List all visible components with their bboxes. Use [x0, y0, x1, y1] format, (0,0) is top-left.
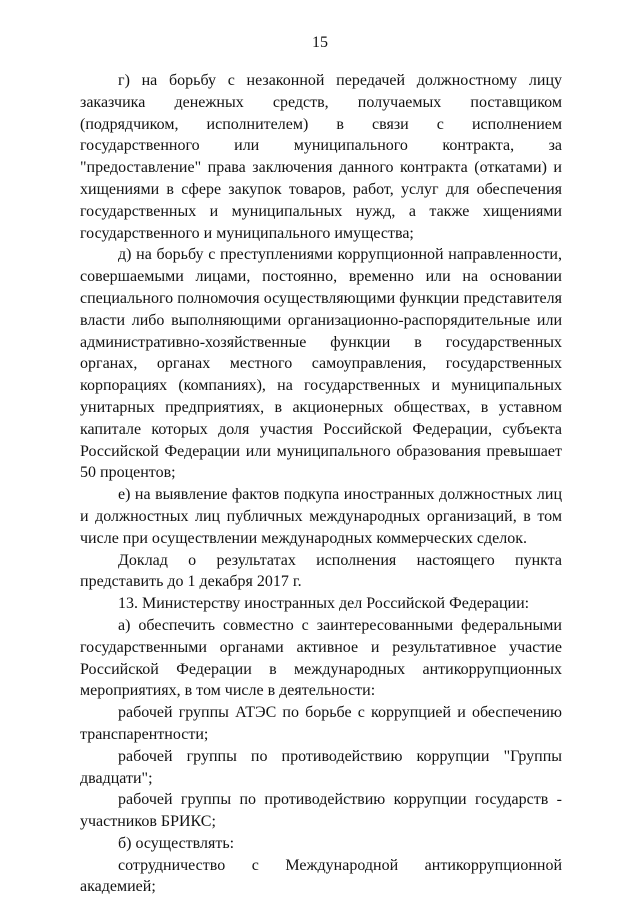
- paragraph-iaca-cooperation: сотрудничество с Международной антикоррупционной академией;: [80, 856, 562, 896]
- paragraph-a-international-participation: а) обеспечить совместно с заинтересованными федеральными государственными органами активное и результативное участие Российской Федерации в международных антикоррупционных мероприятиях, в том числе в деятельности:: [80, 616, 562, 700]
- page-number: 15: [312, 34, 328, 51]
- paragraph-g-procurement-kickbacks: г) на борьбу с незаконной передачей должностному лицу заказчика денежных средств, получаемых поставщиком (подрядчиком, исполнителем) в связи с исполнением государственного или муниципального контракта, за "предоставление" права заключения данного контракта (откатами) и хищениями в сфере закупок товаров, работ, услуг для обеспечения государственных и муниципальных нужд, а также хищениями государственного и муниципального имущества;: [80, 72, 562, 242]
- document-body: [80, 70, 562, 898]
- paragraph-g20-working-group: рабочей группы по противодействию коррупции "Группы двадцати";: [80, 747, 562, 787]
- paragraph-d-corruption-crimes: д) на борьбу с преступлениями коррупционной направленности, совершаемыми лицами, постоянно, временно или на основании специального полномочия осуществляющими функции представителя власти либо выполняющими организационно-распорядительные или административно-хозяйственные функции в государственных органах, органах местного самоуправления, государственных корпорациях (компаниях), на государственных и муниципальных унитарных предприятиях, в акционерных обществах, в уставном капитале которых доля участия Российской Федерации, субъекта Российской Федерации или муниципального образования превышает 50 процентов;: [80, 246, 562, 482]
- paragraph-e-foreign-bribery: е) на выявление фактов подкупа иностранных должностных лиц и должностных лиц публичных международных организаций, в том числе при осуществлении международных коммерческих сделок.: [80, 486, 562, 547]
- paragraph-b-carry-out: б) осуществлять:: [118, 834, 235, 852]
- paragraph-item-13-heading: 13. Министерству иностранных дел Российской Федерации:: [118, 595, 530, 613]
- paragraph-report-deadline: Доклад о результатах исполнения настоящего пункта представить до 1 декабря 2017 г.: [80, 551, 562, 591]
- paragraph-apec-working-group: рабочей группы АТЭС по борьбе с коррупцией и обеспечению транспарентности;: [80, 704, 562, 743]
- paragraph-brics-working-group: рабочей группы по противодействию коррупции государств - участников БРИКС;: [80, 791, 562, 831]
